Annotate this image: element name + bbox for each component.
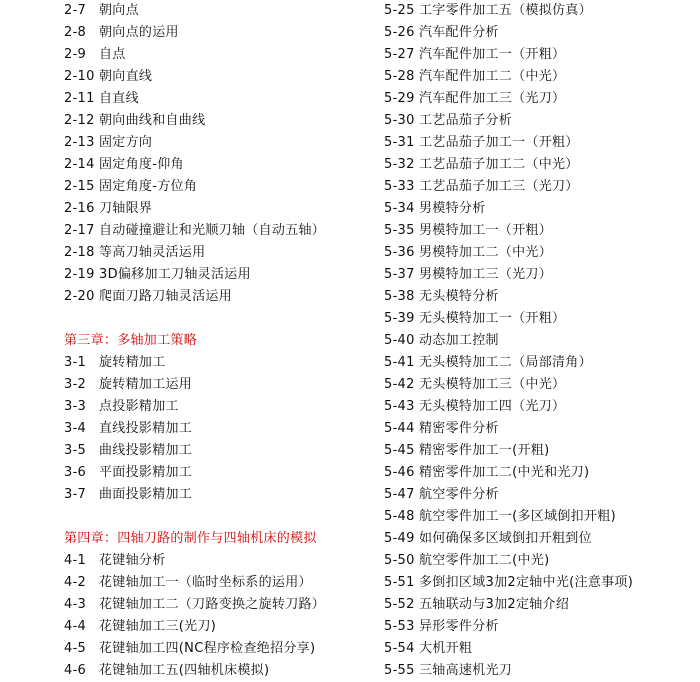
- chapter3-heading: 第三章：多轴加工策略: [64, 333, 198, 348]
- entry-number: 5-46: [384, 465, 415, 480]
- entry-title: 爬面刀路刀轴灵活运用: [99, 289, 233, 304]
- toc-entry: [64, 44, 364, 66]
- entry-number: 2-15: [64, 179, 95, 194]
- toc-entry: [64, 352, 364, 374]
- entry-title: 无头模特加工三（中光）: [419, 377, 566, 392]
- entry-number: 2-13: [64, 135, 95, 150]
- entry-title: 汽车配件加工三（光刀）: [419, 91, 566, 106]
- toc-entry: [384, 308, 694, 330]
- entry-title: 工字零件加工五（模拟仿真）: [419, 3, 592, 18]
- toc-entry: [384, 638, 694, 660]
- entry-number: 5-29: [384, 91, 415, 106]
- entry-number: 4-6: [64, 663, 87, 678]
- chapter2-list: [64, 0, 364, 308]
- chapter5-list: [384, 0, 694, 682]
- entry-number: 4-1: [64, 553, 87, 568]
- entry-number: 5-47: [384, 487, 415, 502]
- entry-title: 汽车配件加工二（中光）: [419, 69, 566, 84]
- entry-title: 男模特加工三（光刀）: [419, 267, 553, 282]
- entry-number: 3-7: [64, 487, 87, 502]
- entry-title: 汽车配件分析: [419, 25, 499, 40]
- entry-title: 朝向点的运用: [99, 25, 179, 40]
- entry-title: 五轴联动与3加2定轴介绍: [419, 597, 570, 612]
- entry-number: 2-11: [64, 91, 95, 106]
- entry-number: 2-14: [64, 157, 95, 172]
- entry-title: 大机开粗: [419, 641, 473, 656]
- toc-entry: [64, 484, 364, 506]
- entry-number: 4-5: [64, 641, 87, 656]
- entry-number: 5-36: [384, 245, 415, 260]
- entry-title: 花键轴分析: [99, 553, 166, 568]
- entry-title: 花键轴加工五(四轴机床模拟): [99, 663, 270, 678]
- entry-number: 2-20: [64, 289, 95, 304]
- entry-number: 5-51: [384, 575, 415, 590]
- entry-number: 5-34: [384, 201, 415, 216]
- toc-entry: [64, 88, 364, 110]
- toc-entry: [384, 330, 694, 352]
- toc-entry: [64, 396, 364, 418]
- toc-entry: [384, 176, 694, 198]
- entry-number: 2-10: [64, 69, 95, 84]
- entry-number: 2-19: [64, 267, 95, 282]
- toc-entry: [384, 264, 694, 286]
- entry-number: 5-39: [384, 311, 415, 326]
- entry-title: 无头模特加工四（光刀）: [419, 399, 566, 414]
- entry-title: 三轴高速机光刀: [419, 663, 513, 678]
- toc-entry: [384, 286, 694, 308]
- toc-entry: [64, 0, 364, 22]
- toc-entry: [384, 572, 694, 594]
- entry-title: 男模特加工一（开粗）: [419, 223, 553, 238]
- toc-entry: [384, 440, 694, 462]
- toc-entry: [384, 22, 694, 44]
- entry-title: 点投影精加工: [99, 399, 179, 414]
- entry-title: 工艺品茄子加工三（光刀）: [419, 179, 579, 194]
- entry-number: 5-50: [384, 553, 415, 568]
- entry-title: 男模特分析: [419, 201, 486, 216]
- entry-title: 汽车配件加工一（开粗）: [419, 47, 566, 62]
- entry-title: 朝向直线: [99, 69, 153, 84]
- entry-title: 旋转精加工运用: [99, 377, 193, 392]
- entry-title: 男模特加工二（中光）: [419, 245, 553, 260]
- toc-entry: [64, 198, 364, 220]
- toc-entry: [384, 418, 694, 440]
- entry-number: 4-4: [64, 619, 87, 634]
- entry-title: 无头模特加工二（局部清角）: [419, 355, 592, 370]
- entry-title: 平面投影精加工: [99, 465, 193, 480]
- toc-entry: [384, 528, 694, 550]
- entry-title: 精密零件加工二(中光和光刀): [419, 465, 590, 480]
- entry-number: 3-1: [64, 355, 87, 370]
- toc-entry: [64, 550, 364, 572]
- toc-entry: [384, 220, 694, 242]
- entry-title: 旋转精加工: [99, 355, 166, 370]
- toc-entry: [64, 616, 364, 638]
- entry-title: 花键轴加工二（刀路变换之旋转刀路）: [99, 597, 326, 612]
- left-column: [64, 0, 364, 682]
- entry-title: 花键轴加工三(光刀): [99, 619, 217, 634]
- entry-title: 朝向点: [99, 3, 139, 18]
- entry-number: 5-37: [384, 267, 415, 282]
- entry-number: 4-2: [64, 575, 87, 590]
- entry-number: 5-40: [384, 333, 415, 348]
- entry-number: 2-16: [64, 201, 95, 216]
- toc-entry: [64, 418, 364, 440]
- entry-title: 无头模特分析: [419, 289, 499, 304]
- toc-entry: [384, 110, 694, 132]
- entry-number: 5-42: [384, 377, 415, 392]
- toc-entry: [384, 374, 694, 396]
- toc-entry: [64, 66, 364, 88]
- entry-title: 等高刀轴灵活运用: [99, 245, 206, 260]
- toc-entry: [384, 506, 694, 528]
- entry-number: 5-45: [384, 443, 415, 458]
- entry-number: 3-3: [64, 399, 87, 414]
- entry-number: 5-25: [384, 3, 415, 18]
- toc-entry: [384, 484, 694, 506]
- entry-title: 自动碰撞避让和光顺刀轴（自动五轴）: [99, 223, 326, 238]
- entry-number: 3-2: [64, 377, 87, 392]
- toc-entry: [64, 22, 364, 44]
- toc-entry: [384, 462, 694, 484]
- entry-title: 固定方向: [99, 135, 153, 150]
- entry-number: 5-55: [384, 663, 415, 678]
- chapter4-heading: 第四章：四轴刀路的制作与四轴机床的模拟: [64, 531, 317, 546]
- entry-number: 3-5: [64, 443, 87, 458]
- toc-entry: [384, 616, 694, 638]
- entry-title: 曲线投影精加工: [99, 443, 193, 458]
- entry-title: 工艺品茄子加工二（中光）: [419, 157, 579, 172]
- entry-title: 曲面投影精加工: [99, 487, 193, 502]
- entry-title: 固定角度-仰角: [99, 157, 184, 172]
- entry-title: 直线投影精加工: [99, 421, 193, 436]
- chapter3-list: [64, 352, 364, 506]
- toc-entry: [384, 132, 694, 154]
- entry-number: 5-41: [384, 355, 415, 370]
- toc-entry: [384, 0, 694, 22]
- entry-title: 航空零件分析: [419, 487, 499, 502]
- entry-number: 5-35: [384, 223, 415, 238]
- entry-title: 无头模特加工一（开粗）: [419, 311, 566, 326]
- toc-entry: [384, 396, 694, 418]
- entry-number: 5-53: [384, 619, 415, 634]
- entry-number: 5-44: [384, 421, 415, 436]
- toc-entry: [384, 198, 694, 220]
- toc-entry: [384, 44, 694, 66]
- entry-title: 刀轴限界: [99, 201, 153, 216]
- entry-number: 5-43: [384, 399, 415, 414]
- toc-entry: [64, 638, 364, 660]
- entry-title: 花键轴加工一（临时坐标系的运用）: [99, 575, 312, 590]
- entry-number: 5-52: [384, 597, 415, 612]
- entry-number: 5-28: [384, 69, 415, 84]
- entry-title: 航空零件加工二(中光): [419, 553, 550, 568]
- entry-title: 精密零件分析: [419, 421, 499, 436]
- entry-title: 工艺品茄子加工一（开粗）: [419, 135, 579, 150]
- toc-entry: [64, 572, 364, 594]
- entry-number: 2-18: [64, 245, 95, 260]
- entry-title: 动态加工控制: [419, 333, 499, 348]
- entry-title: 异形零件分析: [419, 619, 499, 634]
- entry-title: 自直线: [99, 91, 139, 106]
- toc-entry: [64, 242, 364, 264]
- toc-entry: [64, 264, 364, 286]
- toc-entry: [64, 440, 364, 462]
- entry-title: 花键轴加工四(NC程序检查绝招分享): [99, 641, 316, 656]
- entry-number: 5-32: [384, 157, 415, 172]
- toc-entry: [384, 88, 694, 110]
- entry-number: 5-48: [384, 509, 415, 524]
- toc-entry: [64, 660, 364, 682]
- toc-entry: [64, 462, 364, 484]
- toc-entry: [64, 374, 364, 396]
- toc-entry: [384, 66, 694, 88]
- entry-number: 2-9: [64, 47, 87, 62]
- entry-number: 2-7: [64, 3, 87, 18]
- entry-number: 5-31: [384, 135, 415, 150]
- entry-title: 精密零件加工一(开粗): [419, 443, 550, 458]
- toc-entry: [384, 594, 694, 616]
- entry-number: 2-8: [64, 25, 87, 40]
- entry-number: 5-49: [384, 531, 415, 546]
- entry-title: 固定角度-方位角: [99, 179, 198, 194]
- entry-number: 3-4: [64, 421, 87, 436]
- toc-entry: [384, 660, 694, 682]
- toc-entry: [384, 352, 694, 374]
- entry-number: 2-12: [64, 113, 95, 128]
- toc-entry: [64, 132, 364, 154]
- entry-number: 5-26: [384, 25, 415, 40]
- entry-title: 如何确保多区域倒扣开粗到位: [419, 531, 592, 546]
- toc-entry: [64, 176, 364, 198]
- right-column: [384, 0, 694, 682]
- entry-number: 5-30: [384, 113, 415, 128]
- entry-title: 自点: [99, 47, 126, 62]
- toc-entry: [64, 110, 364, 132]
- entry-number: 4-3: [64, 597, 87, 612]
- toc-entry: [64, 594, 364, 616]
- entry-title: 多倒扣区域3加2定轴中光(注意事项): [419, 575, 634, 590]
- toc-entry: [384, 242, 694, 264]
- entry-number: 5-33: [384, 179, 415, 194]
- toc-entry: [384, 550, 694, 572]
- entry-number: 5-38: [384, 289, 415, 304]
- entry-title: 航空零件加工一(多区域倒扣开粗): [419, 509, 616, 524]
- toc-entry: [384, 154, 694, 176]
- entry-number: 2-17: [64, 223, 95, 238]
- toc-entry: [64, 286, 364, 308]
- entry-title: 朝向曲线和自曲线: [99, 113, 206, 128]
- toc-entry: [64, 154, 364, 176]
- entry-number: 5-27: [384, 47, 415, 62]
- entry-title: 3D偏移加工刀轴灵活运用: [99, 267, 251, 282]
- toc-entry: [64, 220, 364, 242]
- chapter4-list: [64, 550, 364, 682]
- entry-number: 3-6: [64, 465, 87, 480]
- entry-title: 工艺品茄子分析: [419, 113, 513, 128]
- entry-number: 5-54: [384, 641, 415, 656]
